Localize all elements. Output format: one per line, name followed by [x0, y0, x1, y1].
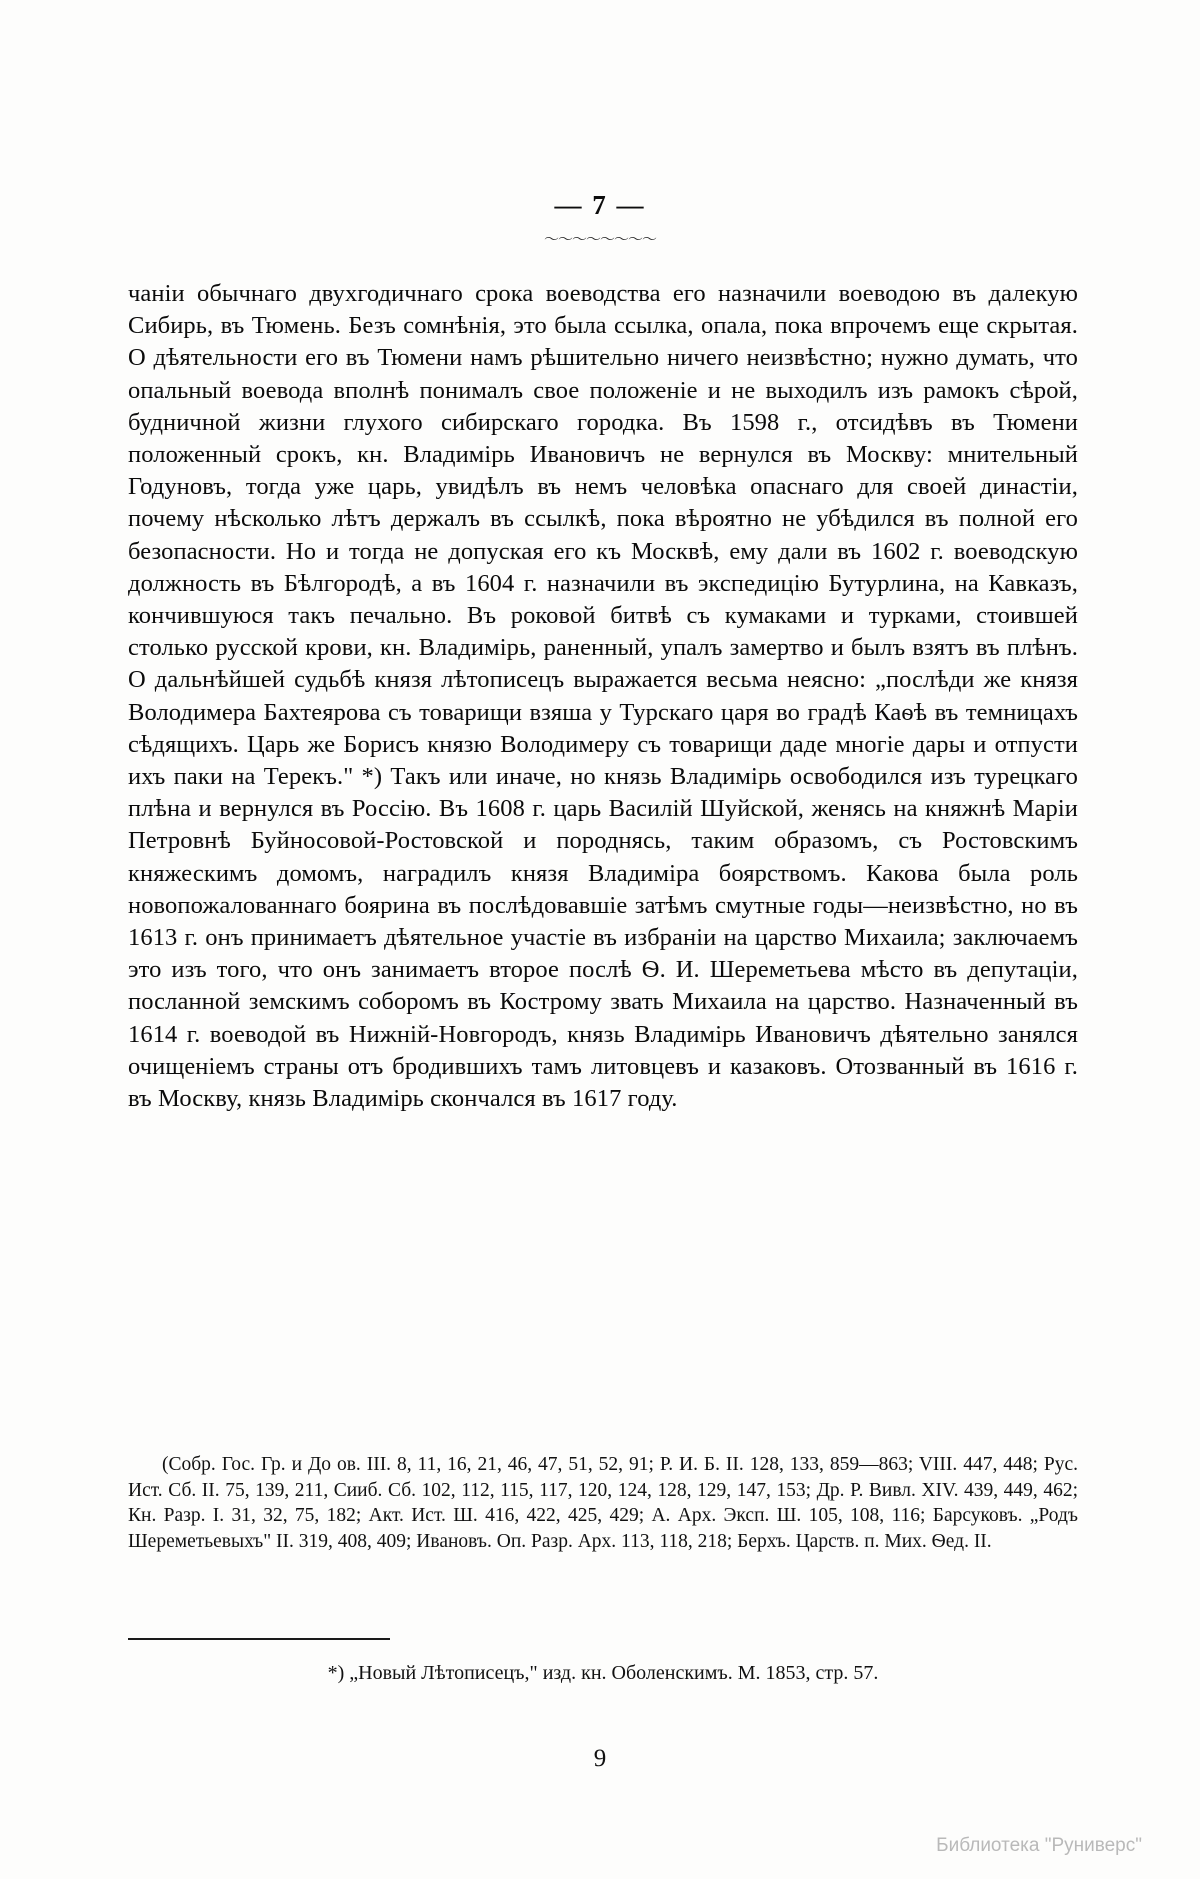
footnote-separator — [128, 1638, 390, 1640]
page-header-rule-ornament: 〜〜〜〜〜〜〜〜 — [543, 232, 656, 248]
footnote-text: *) „Новый Лѣтописецъ," изд. кн. Оболенскимъ. М. 1853, стр. 57. — [327, 1662, 879, 1684]
references-paragraph: (Собр. Гос. Гр. и До ов. III. 8, 11, 16, 21, 46, 47, 51, 52, 91; Р. И. Б. II. 128, 133, 859—863; VIII. 447, 448; Рус. Ист. Сб. II. 75, 139, 211, Сииб. Сб. 102, 112, 115, 117, 120, 124, 128, 129, 147, 153; Др. Р. Вивл. XIV. 439, 449, 462; Кн. Разр. I. 31, 32, 75, 182; Акт. Ист. Ш. 416, 422, 425, 429; А. Арх. Эксп. Ш. 105, 108, 116; Барсуковъ. „Родъ Шереметьевыхъ" II. 319, 408, 409; Ивановъ. Оп. Разр. Арх. 113, 118, 218; Берхъ. Царств. п. Мих. Ѳед. II. — [128, 1454, 1078, 1552]
body-paragraph: чаніи обычнаго двухгодичнаго срока воеводства его назначили воеводою въ далекую Сибирь, въ Тюмень. Безъ сомнѣнія, это была ссылка, опала, пока впрочемъ еще скрытая. О дѣятельности его въ Тюмени намъ рѣшительно ничего неизвѣстно; нужно думать, что опальный воевода вполнѣ понималъ свое положеніе и не выходилъ изъ рамокъ сѣрой, будничной жизни глухого сибирскаго городка. Въ 1598 г., отсидѣвъ въ Тюмени положенный срокъ, кн. Владимірь Ивановичъ не вернулся въ Москву: мнительный Годуновъ, тогда уже царь, увидѣлъ въ немъ человѣка опаснаго для своей династіи, почему нѣсколько лѣтъ держалъ въ ссылкѣ, пока вѣроятно не убѣдился въ полной его безопасности. Но и тогда не допуская его къ Москвѣ, ему дали въ 1602 г. воеводскую должность въ Бѣлгородѣ, а въ 1604 г. назначили въ экспедицію Бутурлина, на Кавказъ, кончившуюся такъ печально. Въ роковой битвѣ съ кумаками и турками, стоившей столько русской крови, кн. Владимірь, раненный, упалъ замертво и былъ взятъ въ плѣнъ. О дальнѣйшей судьбѣ князя лѣтописецъ выражается весьма неясно: „послѣди же князя Володимера Бахтеярова съ товарищи взяша у Турскаго царя во градѣ Каѳѣ въ темницахъ сѣдящихъ. Царь же Борисъ князю Володимеру съ товарищи даде многіе дары и отпусти ихъ паки на Терекъ." *) Такъ или иначе, но князь Владимірь освободился изъ турецкаго плѣна и вернулся въ Россію. Въ 1608 г. царь Василій Шуйской, женясь на княжнѣ Маріи Петровнѣ Буйносовой-Ростовской и породнясь, таким образомъ, съ Ростовскимъ княжескимъ домомъ, наградилъ князя Владиміра боярствомъ. Какова была роль новопожалованнаго боярина въ послѣдовавшіе затѣмъ смутные годы—неизвѣстно, но въ 1613 г. онъ принимаетъ дѣятельное участіе въ избраніи на царство Михаила; заключаемъ это изъ того, что онъ занимаетъ второе послѣ Ѳ. И. Шереметьева мѣсто въ депутаціи, посланной земскимъ соборомъ въ Кострому звать Михаила на царство. Назначенный въ 1614 г. воеводой въ Нижній-Новгородъ, князь Владимірь Ивановичъ дѣятельно занялся очищеніемъ страны отъ бродившихъ тамъ литовцевъ и казаковъ. Отозванный въ 1616 г. въ Москву, князь Владимірь скончался въ 1617 году. — [128, 280, 1078, 1113]
body-text-block — [128, 278, 1078, 1115]
page-header-number: — 7 — — [554, 190, 646, 220]
references-block — [128, 1452, 1078, 1554]
library-watermark: Библиотека "Руниверс" — [936, 1835, 1142, 1856]
page-footer-number: 9 — [593, 1745, 607, 1772]
